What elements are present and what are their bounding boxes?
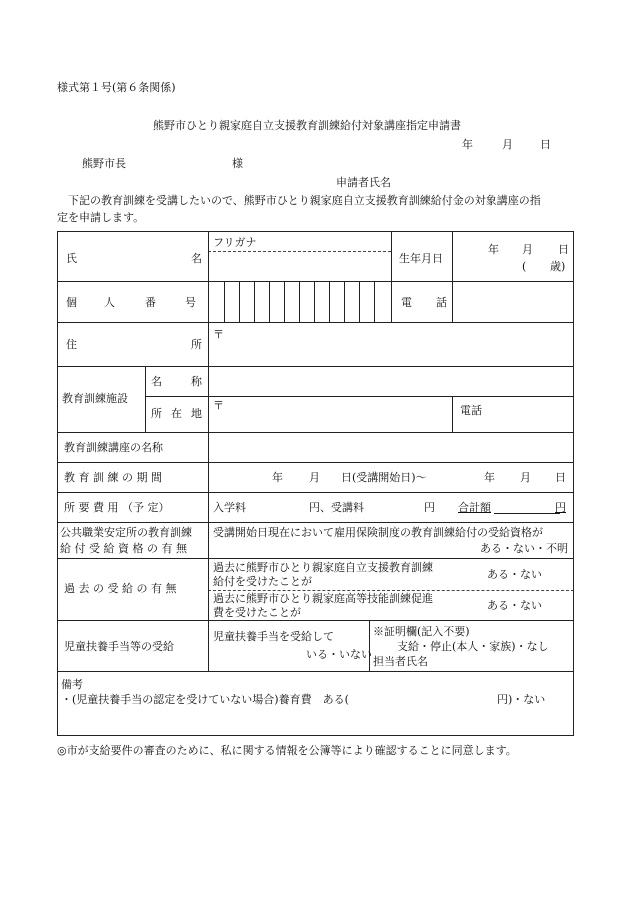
address-label-1: 住 — [66, 338, 77, 351]
past1-line-2: 給付を受けたことが — [213, 575, 312, 588]
facility-phone-label: 電話 — [460, 404, 482, 417]
phone-label-1: 電 — [401, 296, 412, 309]
child-label: 児童扶養手当等の受給 — [64, 640, 174, 653]
name-field[interactable] — [210, 253, 390, 280]
postal-mark: 〒 — [213, 328, 224, 341]
name-label-2: 名 — [191, 252, 202, 265]
addressee: 熊野市長 — [82, 157, 126, 170]
facility-postal-mark: 〒 — [213, 399, 224, 412]
employment-label-1: 公共職業安定所の教育訓練 — [60, 526, 192, 539]
past2-line-2: 費を受けたことが — [213, 606, 301, 619]
address-field[interactable] — [210, 324, 572, 364]
tuition-label: 円、受講料 — [309, 501, 364, 514]
name-label-1: 氏 — [66, 252, 77, 265]
past-label: 過 去 の 受 給 の 有 無 — [64, 582, 177, 595]
cost-label: 所 要 費 用 （予 定） — [64, 501, 170, 514]
furigana-field[interactable] — [210, 233, 390, 250]
employment-label-2: 給 付 受 給 資 格 の 有 無 — [60, 542, 187, 555]
consent-text: ◎市が支給要件の審査のために、私に関する情報を公簿等により確認することに同意します。 — [57, 744, 517, 757]
facility-location-label-3: 地 — [191, 407, 202, 420]
date-day: 日 — [540, 138, 551, 151]
mynumber-label-2: 人 — [104, 296, 115, 309]
cert-options: 支給・停止(本人・家族)・なし — [397, 640, 549, 653]
period-year-1: 年 — [272, 471, 283, 484]
facility-name-label-1: 名 — [151, 375, 162, 388]
child-options[interactable]: いる・いない — [306, 648, 372, 661]
remarks-text: ・(児童扶養手当の認定を受けていない場合)養育費 ある( — [61, 693, 349, 706]
mynumber-label-4: 号 — [185, 296, 196, 309]
cert-title: ※証明欄(記入不要) — [373, 625, 470, 638]
child-text: 児童扶養手当を受給して — [213, 630, 334, 643]
past2-line-1: 過去に熊野市ひとり親家庭高等技能訓練促進 — [213, 592, 433, 605]
past2-options[interactable]: ある・ない — [487, 599, 542, 612]
employment-text: 受講開始日現在において雇用保険制度の教育訓練給付の受給資格が — [213, 526, 543, 539]
mynumber-label-3: 番 — [145, 296, 156, 309]
past1-options[interactable]: ある・ない — [487, 568, 542, 581]
period-month-2: 月 — [520, 471, 531, 484]
employment-options[interactable]: ある・ない・不明 — [480, 542, 568, 555]
birthdate-label: 生年月日 — [399, 252, 443, 265]
period-label: 教 育 訓 練 の 期 間 — [64, 471, 162, 484]
birth-day: 日 — [558, 243, 569, 256]
facility-label: 教育訓練施設 — [62, 392, 128, 405]
tuition-yen: 円 — [424, 501, 435, 514]
entrance-fee-label: 入学料 — [213, 501, 246, 514]
facility-location-label-2: 在 — [171, 407, 182, 420]
furigana-label: フリガナ — [213, 236, 257, 249]
form-title: 熊野市ひとり親家庭自立支援教育訓練給付対象講座指定申請書 — [153, 119, 461, 132]
past1-line-1: 過去に熊野市ひとり親家庭自立支援教育訓練 — [213, 561, 433, 574]
age-open: ( — [522, 260, 527, 273]
age-close: 歳) — [550, 260, 566, 273]
intro-line-1: 下記の教育訓練を受講したいので、熊野市ひとり親家庭自立支援教育訓練給付金の対象講座の指 — [68, 194, 541, 207]
period-year-2: 年 — [484, 471, 495, 484]
phone-label-2: 話 — [436, 296, 447, 309]
applicant-name-label: 申請者氏名 — [336, 176, 391, 189]
address-label-2: 所 — [191, 338, 202, 351]
total-label: 合計額 — [458, 501, 491, 514]
period-day-1: 日(受講開始日)～ — [341, 471, 427, 484]
course-name-label: 教育訓練講座の名称 — [64, 441, 163, 454]
facility-name-label-2: 称 — [191, 375, 202, 388]
form-number: 様式第１号(第６条関係) — [57, 81, 176, 94]
period-day-2: 日 — [555, 471, 566, 484]
date-month: 月 — [502, 138, 513, 151]
remarks-label: 備考 — [61, 678, 83, 691]
total-yen: 円 — [555, 501, 566, 514]
phone-field[interactable] — [454, 283, 572, 320]
cert-person: 担当者氏名 — [373, 655, 428, 668]
facility-location-label-1: 所 — [151, 407, 162, 420]
honorific: 様 — [232, 157, 243, 170]
birth-month: 月 — [522, 243, 533, 256]
mynumber-label-1: 個 — [66, 296, 77, 309]
intro-line-2: 定を申請します。 — [57, 211, 145, 224]
birth-year: 年 — [488, 243, 499, 256]
date-year: 年 — [462, 138, 473, 151]
period-month-1: 月 — [309, 471, 320, 484]
remarks-end[interactable]: 円)・ない — [497, 693, 546, 706]
